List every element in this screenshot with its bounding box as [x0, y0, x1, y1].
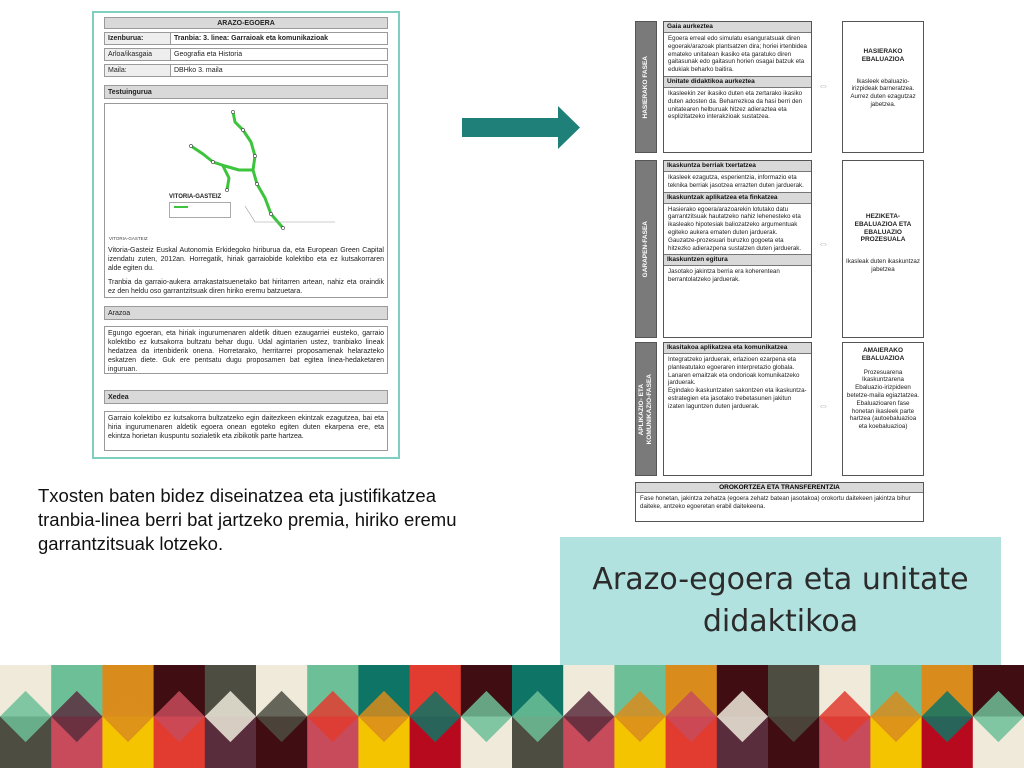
field-level [104, 64, 388, 77]
evaluation-text: Ikasleak duten ikaskuntzaz jabetzea [846, 258, 920, 273]
problem-label: Arazoa [104, 306, 388, 320]
development-phase-steps [663, 160, 812, 338]
field-key: Izenburua: [105, 33, 171, 44]
step-text: Egoera erreal edo simulatu esanguratsuak diren egoerak/arazoak plantsatzen dira; horiei irtenbidea emateko unitatean ikasiko eta garatuko diren gaitasunak edo gaitasun horien osagai batzuk eta edukiak beharko baitira. [668, 35, 807, 74]
field-key: Maila: [105, 65, 171, 76]
double-arrow-icon: ⇔ [818, 80, 829, 92]
context-text-2: Tranbia da garraio-aukera arrakastatsuenetako bat hiritarren artean, nahiz eta oraindik ez den heldu oso garrantzitsuak diren hiriko eremu batzuetara. [108, 279, 384, 295]
field-value: Tranbia: 3. linea: Garraioak eta komunikazioak [174, 35, 329, 42]
evaluation-title: AMAIERAKO EBALUAZIOA [861, 347, 905, 362]
map-caption: VITORIA-GASTEIZ [109, 236, 148, 241]
step-title: Gaia aurkeztea [664, 22, 811, 33]
right-arrow-icon [462, 106, 580, 150]
goal-label: Xedea [104, 390, 388, 404]
step-title: Ikaskuntza berriak txertatzea [664, 161, 811, 172]
context-text-1: Vitoria-Gasteiz Euskal Autonomia Erkidegoko hiriburua da, eta European Green Capital izendatu zuten, 2012an. Horregatik, hiriak garraiobide kolektibo eta ez kutsakorraren alde egiten du. [108, 247, 384, 272]
step-text: Jasotako jakintza berria era koherentean berrantolatzeko jarduerak. [668, 268, 780, 284]
step-text: Ikasleek ezagutza, esperientzia, informazio eta teknika berriak jasotzea errazten duten jarduerak. [668, 174, 804, 189]
initial-phase-steps [663, 21, 812, 153]
phase-application: APLIKAZIO- ETA KOMUNIKAZIO-FASEA [635, 342, 657, 476]
evaluation-title: HASIERAKO EBALUAZIOA [861, 48, 905, 63]
application-phase-steps [663, 342, 812, 476]
double-arrow-icon: ⇔ [818, 400, 829, 412]
tram-map [105, 104, 391, 234]
evaluation-initial [842, 21, 924, 153]
closing-box [635, 482, 924, 522]
step-title: Ikaskuntzak aplikatzea eta finkatzea [664, 192, 811, 204]
goal-text: Garraio kolektibo ez kutsakorra bultzatzeko egin daitezkeen ekintzak ezagutzea, bai eta hiria ingurumenaren aldetik egoera onean egoteko egiten duten ekarpena ere, eta ekintza horietan ikuspuntu sozialetik eta zibikotik parte hartzea. [104, 411, 388, 451]
problem-text: Egungo egoeran, eta hiriak ingurumenaren aldetik dituen ezaugarriei eusteko, garraio kolektibo ez kutsakorra bultzatu behar dugu. Udal agintarien ustez, tranbiako lineak hedatzea da irtenbiderik onena. Horretarako, herritarrei proposamenak helarazteko eskatzen diete. Guk ere pentsatu dugu proposamen bat egitea linea-hedaketaren inguruan. [104, 326, 388, 374]
field-subject [104, 48, 388, 61]
evaluation-final [842, 342, 924, 476]
step-title: Ikaskuntzen egitura [664, 254, 811, 266]
field-key: Arloa/ikasgaia [105, 49, 171, 60]
step-text: Hasierako egoera/arazoarekin lotutako datu garrantzitsuak hautatzeko nahiz lehenesteko eta ikasleako hipotesiak baliozatzeko argumentuak egiteko aukera ematen duten jarduerak. Gauzatze-prozesuari buruzko gogoeta eta hitzezko adierazpena sustatzen duten jarduerak. [668, 205, 802, 252]
context-panel [104, 103, 388, 298]
slide-caption: Txosten baten bidez diseinatzea eta justifikatzea tranbia-linea berri bat jartzeko premia, hiriko eremu garrantzitsuak lotzeko. [38, 485, 457, 554]
step-title: Ikasitakoa aplikatzea eta komunikatzea [664, 343, 811, 354]
step-text: Ikasleekin zer ikasiko duten eta zertarako ikasiko duten adosten da. Beharrezkoa da hasi berri den unitatearen helburuak hitzez adieraztea eta esplizitatzeko interakzioak sustatzea. [668, 89, 803, 121]
context-label: Testuingurua [104, 85, 388, 99]
evaluation-title: HEZIKETA-EBALUAZIOA ETA EBALUAZIO PROZESUALA [854, 213, 912, 244]
evaluation-formative [842, 160, 924, 338]
field-value: DBHko 3. maila [174, 67, 223, 74]
problem-situation-document [92, 11, 400, 459]
map-legend [169, 202, 231, 218]
title-box [560, 537, 1001, 665]
step-text: Integratzeko jarduerak, erlazioen ezarpena eta planteatutako egoeraren interpretazio globala. Lanaren emaitzak eta ondorioak komunikatzeko jarduerak. Egindako ikaskuntzaten sakontzen eta ikaskuntza-estrategien eta jasotako trebetasunen jakitun izaten laguntzen duten jarduerak. [668, 356, 807, 410]
step-title: Unitate didaktikoa aurkeztea [664, 76, 811, 88]
closing-text: Fase honetan, jakintza zehatza (egoera zehatz batean jasotakoa) orokortu daitekeen jakintza bihur daiteke, antzeko egoeretan erabil daitekeena. [640, 495, 911, 510]
closing-title: OROKORTZEA ETA TRANSFERENTZIA [636, 483, 923, 493]
phase-initial: HASIERAKO FASEA [635, 21, 657, 153]
evaluation-text: Ikasleek ebaluazio-irizpideak barneratzea. Aurrez duten ezagutzaz jabetzea. [850, 77, 916, 108]
map-city-label: VITORIA-GASTEIZ [169, 194, 222, 200]
evaluation-text: Prozesuarena Ikaskuntzarena Ebaluazio-irizpideen betetze-maila egiaztatzea. Ebaluazioaren fase honetan ikasleek parte hartzea (autoebaluazioa eta koebaluazioa) [846, 368, 920, 431]
slide-title: Arazo-egoera eta unitate didaktikoa [592, 562, 969, 639]
document-header: ARAZO-EGOERA [104, 17, 388, 29]
double-arrow-icon: ⇔ [818, 238, 829, 250]
legend-line-swatch [174, 206, 188, 208]
field-title [104, 32, 388, 45]
field-value: Geografia eta Historia [174, 51, 243, 58]
phase-development: GARAPEN-FASEA [635, 160, 657, 338]
footer-pattern [0, 665, 1024, 768]
